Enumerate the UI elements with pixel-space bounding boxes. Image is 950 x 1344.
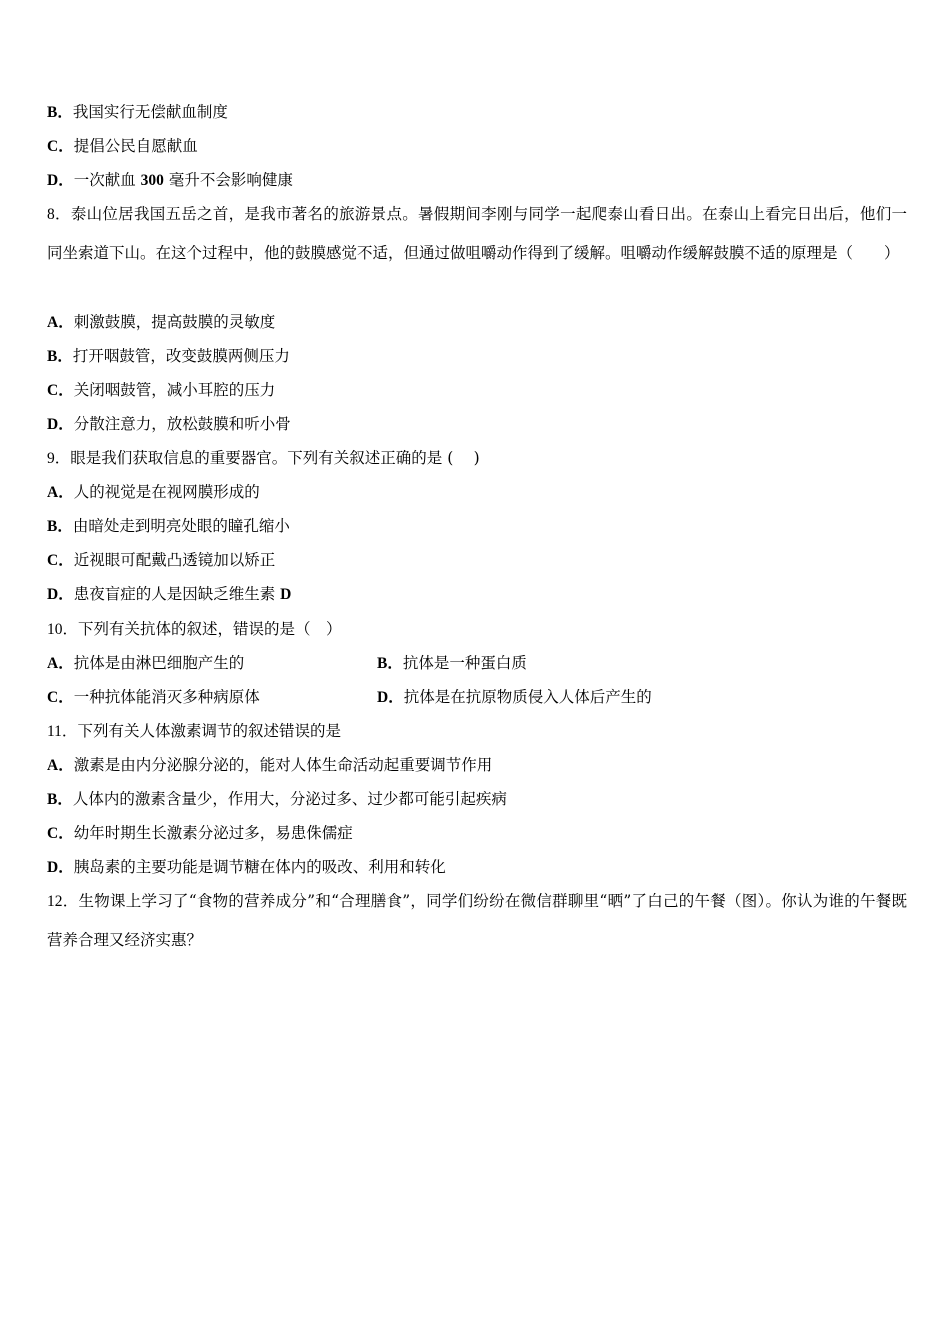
option-text: 胰岛素的主要功能是调节糖在体内的吸改、利用和转化: [73, 858, 446, 876]
option-letter: B．: [377, 655, 403, 672]
q8-option-b: [47, 346, 290, 367]
q10-option-a: [47, 653, 244, 674]
option-letter: C．: [47, 138, 74, 155]
q8-option-d: [47, 414, 291, 435]
option-letter: A．: [47, 314, 74, 331]
option-letter: C．: [47, 825, 74, 842]
q8-option-a: [47, 312, 275, 333]
question-text: 生物课上学习了“食物的营养成分”和“合理膳食”，同学们纷纷在微信群聊里“晒”了白己的午餐（图）。你认为谁的午餐既营养合理又经济实惠？: [47, 892, 907, 949]
q9-option-a: [47, 482, 260, 503]
q11-option-a: [47, 755, 492, 776]
option-text: 由暗处走到明亮处眼的瞳孔缩小: [72, 517, 290, 535]
option-letter: B．: [47, 104, 73, 121]
option-text: 人的视觉是在视网膜形成的: [73, 483, 260, 501]
q10-option-c: [47, 687, 260, 708]
q9-option-c: [47, 550, 275, 571]
option-letter: D．: [47, 859, 74, 876]
q11-option-c: [47, 823, 353, 844]
option-text: 分散注意力，放松鼓膜和听小骨: [73, 415, 291, 433]
question-text: 下列有关人体激素调节的叙述错误的是: [77, 722, 341, 740]
option-text: 一次献血: [73, 171, 141, 189]
option-text: 打开咽鼓管，改变鼓膜两侧压力: [72, 347, 290, 365]
question-text: 泰山位居我国五岳之首，是我市著名的旅游景点。暑假期间李刚与同学一起爬泰山看日出。在泰山上看完日出后，他们一同坐索道下山。在这个过程中，他的鼓膜感觉不适，但通过做咀嚼动作得到了缓解。咀嚼动作缓解鼓膜不适的原理是（ ）: [47, 205, 907, 262]
option-text: 激素是由内分泌腺分泌的，能对人体生命活动起重要调节作用: [73, 756, 493, 774]
option-text: 患夜盲症的人是因缺乏维生素: [73, 585, 281, 603]
q9-option-d: [47, 584, 291, 605]
option-text: 刺激鼓膜，提高鼓膜的灵敏度: [73, 313, 276, 331]
q11-option-d: [47, 857, 446, 878]
question-number: 8．: [47, 206, 71, 223]
q11-option-b: [47, 789, 507, 810]
option-letter: A．: [47, 484, 74, 501]
option-text: 抗体是在抗原物质侵入人体后产生的: [403, 688, 652, 706]
option-letter: B．: [47, 518, 73, 535]
option-text: 我国实行无偿献血制度: [72, 103, 228, 121]
q7-option-b: [47, 102, 228, 123]
q10-stem: [47, 619, 342, 640]
q9-stem: [47, 448, 480, 469]
option-text: 抗体是一种蛋白质: [402, 654, 527, 672]
option-number: 300: [140, 172, 164, 189]
option-letter: C．: [47, 552, 74, 569]
option-letter: B．: [47, 348, 73, 365]
question-number: 9．: [47, 450, 71, 467]
option-text: 一种抗体能消灭多种病原体: [73, 688, 260, 706]
option-letter: A．: [47, 757, 74, 774]
question-number: 11．: [47, 723, 78, 740]
question-text: 下列有关抗体的叙述，错误的是（ ）: [78, 620, 342, 638]
q11-stem: [47, 721, 341, 742]
option-letter: D．: [47, 172, 74, 189]
q12-stem: [47, 882, 907, 959]
q10-option-d: [377, 687, 652, 708]
q7-option-d: [47, 170, 293, 191]
option-text: 幼年时期生长激素分泌过多，易患侏儒症: [73, 824, 353, 842]
option-latin: D: [280, 586, 292, 603]
option-letter: C．: [47, 689, 74, 706]
q10-option-b: [377, 653, 527, 674]
q9-option-b: [47, 516, 290, 537]
option-text: 人体内的激素含量少，作用大，分泌过多、过少都可能引起疾病: [72, 790, 507, 808]
option-letter: D．: [47, 586, 74, 603]
option-text: 关闭咽鼓管，减小耳腔的压力: [73, 381, 276, 399]
q8-stem: [47, 195, 907, 272]
option-letter: D．: [377, 689, 404, 706]
q8-option-c: [47, 380, 275, 401]
option-letter: D．: [47, 416, 74, 433]
option-letter: B．: [47, 791, 73, 808]
option-text: 近视眼可配戴凸透镜加以矫正: [73, 551, 276, 569]
option-text-suffix: 毫升不会影响健康: [163, 171, 293, 189]
question-number: 10．: [47, 621, 79, 638]
q7-option-c: [47, 136, 198, 157]
question-number: 12．: [47, 893, 79, 910]
question-text: 眼是我们获取信息的重要器官。下列有关叙述正确的是 ( ): [70, 449, 480, 467]
option-letter: A．: [47, 655, 74, 672]
option-letter: C．: [47, 382, 74, 399]
option-text: 抗体是由淋巴细胞产生的: [73, 654, 245, 672]
option-text: 提倡公民自愿献血: [73, 137, 198, 155]
